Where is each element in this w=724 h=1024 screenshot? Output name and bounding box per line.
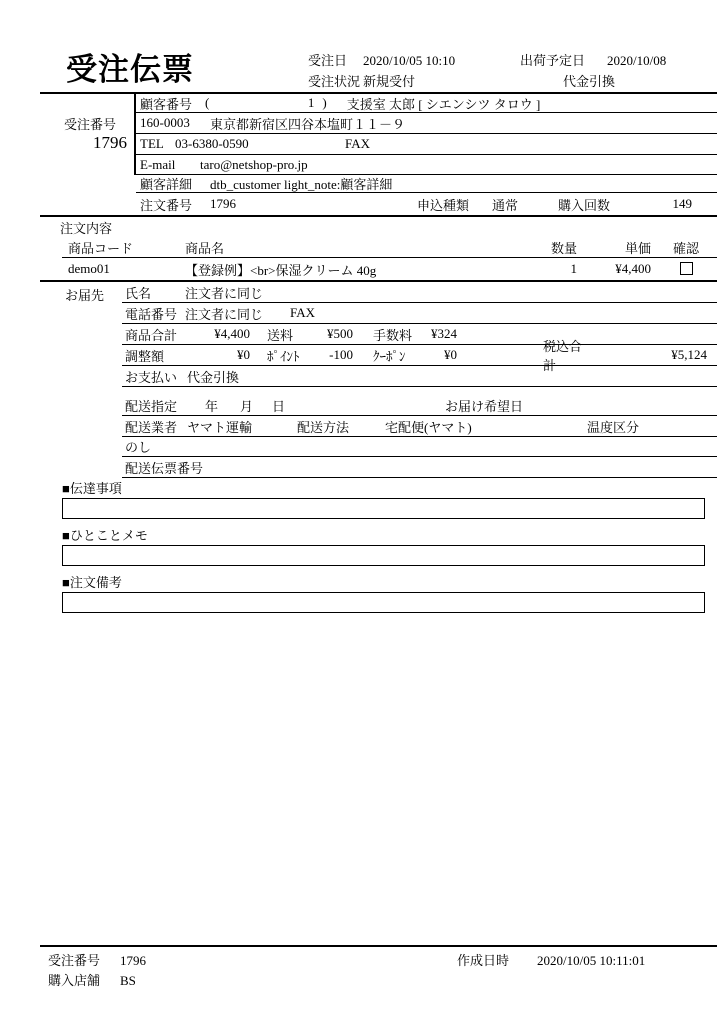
footer-created-label: 作成日時 xyxy=(457,953,510,968)
carrier-row xyxy=(122,416,717,437)
page-title: 受注伝票 xyxy=(66,52,194,87)
recipient-fax-label: FAX xyxy=(290,305,316,320)
email-label: E-mail xyxy=(140,156,176,172)
customer-detail-row xyxy=(136,175,717,193)
customer-number-row xyxy=(136,94,717,113)
memo-quick-note xyxy=(40,528,717,566)
application-type-label: 申込種類 xyxy=(417,197,470,213)
delivery-section xyxy=(40,282,717,478)
tel-row xyxy=(136,134,717,155)
row-gap xyxy=(122,387,717,395)
payment-value: 代金引換 xyxy=(187,369,240,385)
email-value: taro@netshop-pro.jp xyxy=(200,156,308,172)
purchase-count-value: 149 xyxy=(672,196,692,211)
delivery-details xyxy=(122,282,717,478)
address-row xyxy=(136,113,717,134)
confirm-checkbox xyxy=(680,262,693,275)
noshi-label: のし xyxy=(125,440,152,455)
footer-store-label: 購入店舗 xyxy=(48,973,101,988)
order-number-row xyxy=(136,193,717,215)
order-status-label: 受注状況 xyxy=(308,74,361,89)
recipient-phone-label: 電話番号 xyxy=(125,306,178,322)
col-header-unit-price: 単価 xyxy=(624,240,651,256)
subtotal-label: 商品合計 xyxy=(125,327,178,343)
shipping-label: 送料 xyxy=(267,327,294,343)
footer-order-number-value: 1796 xyxy=(120,953,146,968)
memo-notice-box xyxy=(62,498,705,519)
col-header-code: 商品コード xyxy=(68,240,134,256)
preferred-date-label: お届け希望日 xyxy=(445,398,524,414)
point-label: ﾎﾟｲﾝﾄ xyxy=(267,348,300,364)
fee-label: 手数料 xyxy=(373,327,413,343)
subtotal-value: ¥4,400 xyxy=(214,326,250,341)
recipient-name-row xyxy=(122,282,717,303)
payment-label: お支払い xyxy=(125,369,178,385)
order-number-label: 受注番号 xyxy=(64,117,117,132)
delivery-designation-row xyxy=(122,395,717,416)
memo-notice-label: ■伝達事項 xyxy=(62,481,122,496)
tel-label: TEL xyxy=(140,136,164,151)
email-row xyxy=(136,155,717,175)
coupon-value: ¥0 xyxy=(444,347,457,362)
item-row xyxy=(62,258,717,280)
tax-total-value: ¥5,124 xyxy=(671,347,707,362)
footer-store-row xyxy=(40,971,717,991)
purchase-count-label: 購入回数 xyxy=(558,197,611,213)
item-confirm-cell xyxy=(655,261,717,277)
items-table-header xyxy=(62,237,717,258)
paren-open: ( xyxy=(205,95,210,110)
recipient-name-label: 氏名 xyxy=(125,285,152,301)
customer-details xyxy=(136,94,717,215)
item-qty: 1 xyxy=(570,261,577,276)
item-name: 【登録例】<br>保湿クリーム 40g xyxy=(185,262,377,278)
payment-row xyxy=(122,366,717,387)
header-info xyxy=(308,50,708,92)
carrier-value: ヤマト運輸 xyxy=(187,419,253,435)
memo-quick-note-box xyxy=(62,545,705,566)
delivery-designation-label: 配送指定 xyxy=(125,398,178,414)
col-header-qty: 数量 xyxy=(550,240,577,256)
method-label: 配送方法 xyxy=(297,419,350,435)
order-number-value-2: 1796 xyxy=(210,196,236,211)
header-row-status xyxy=(308,71,708,92)
order-number-label-2: 注文番号 xyxy=(140,197,193,213)
order-items-title: 注文内容 xyxy=(60,221,113,236)
memo-order-remarks-label: ■注文備考 xyxy=(62,575,122,590)
fax-label: FAX xyxy=(345,136,371,151)
paren-close: ) xyxy=(322,95,327,110)
adjustment-value: ¥0 xyxy=(237,347,250,362)
temperature-label: 温度区分 xyxy=(587,419,640,435)
adjustment-row xyxy=(122,339,717,373)
customer-name: 支援室 太郎 [ シエンシツ タロウ ] xyxy=(346,96,541,112)
order-date-label: 受注日 xyxy=(308,53,348,68)
footer-store-value: BS xyxy=(120,973,136,988)
item-unit-price: ¥4,400 xyxy=(615,261,651,276)
customer-number-value: 1 xyxy=(307,95,315,110)
footer-created-value: 2020/10/05 10:11:01 xyxy=(537,953,646,968)
month-label: 月 xyxy=(240,398,254,414)
postal-code: 160-0003 xyxy=(140,115,190,130)
method-value: 宅配便(ヤマト) xyxy=(385,419,472,435)
footer-order-number-label: 受注番号 xyxy=(48,953,101,968)
year-label: 年 xyxy=(205,398,219,414)
order-number-panel xyxy=(40,94,136,215)
memo-order-remarks-box xyxy=(62,592,705,613)
address: 東京都新宿区四谷本塩町１１－９ xyxy=(210,116,406,132)
adjustment-label: 調整額 xyxy=(125,348,165,364)
slip-number-row xyxy=(122,457,717,478)
order-items-section xyxy=(40,215,717,282)
order-status-value: 新規受付 xyxy=(363,74,416,89)
fee-value: ¥324 xyxy=(431,326,457,341)
tel-value: 03-6380-0590 xyxy=(175,136,249,151)
slip-number-label: 配送伝票番号 xyxy=(125,460,204,476)
recipient-name-value: 注文者に同じ xyxy=(185,285,264,301)
day-label: 日 xyxy=(272,398,286,414)
customer-block xyxy=(40,92,717,215)
memo-order-remarks xyxy=(40,575,717,613)
memo-notice xyxy=(40,481,717,519)
page-footer xyxy=(40,945,717,991)
noshi-row xyxy=(122,437,717,457)
payment-method: 代金引換 xyxy=(563,74,616,89)
order-date-value: 2020/10/05 10:10 xyxy=(363,53,456,68)
subtotal-row xyxy=(122,324,717,345)
point-value: -100 xyxy=(329,347,353,362)
carrier-label: 配送業者 xyxy=(125,419,178,435)
customer-detail-label: 顧客詳細 xyxy=(140,177,193,192)
recipient-phone-row xyxy=(122,303,717,324)
recipient-phone-value: 注文者に同じ xyxy=(185,306,264,322)
footer-order-row xyxy=(40,951,717,971)
memo-sections xyxy=(40,481,717,622)
header-row-dates xyxy=(308,50,708,71)
ship-date-value: 2020/10/08 xyxy=(607,53,667,68)
customer-number-label: 顧客番号 xyxy=(140,96,193,112)
ship-date-label: 出荷予定日 xyxy=(520,53,586,68)
item-code: demo01 xyxy=(68,261,110,276)
tax-total-label: 税込合計 xyxy=(543,339,583,373)
order-number-value: 1796 xyxy=(93,133,127,152)
shipping-value: ¥500 xyxy=(327,326,353,341)
delivery-section-title: お届先 xyxy=(65,288,105,303)
memo-quick-note-label: ■ひとことメモ xyxy=(62,528,148,543)
col-header-name: 商品名 xyxy=(185,240,225,256)
customer-detail-value: dtb_customer light_note:顧客詳細 xyxy=(210,177,393,192)
application-type-value: 通常 xyxy=(492,197,519,213)
coupon-label: ｸｰﾎﾟﾝ xyxy=(373,348,406,364)
col-header-confirm: 確認 xyxy=(672,240,699,256)
